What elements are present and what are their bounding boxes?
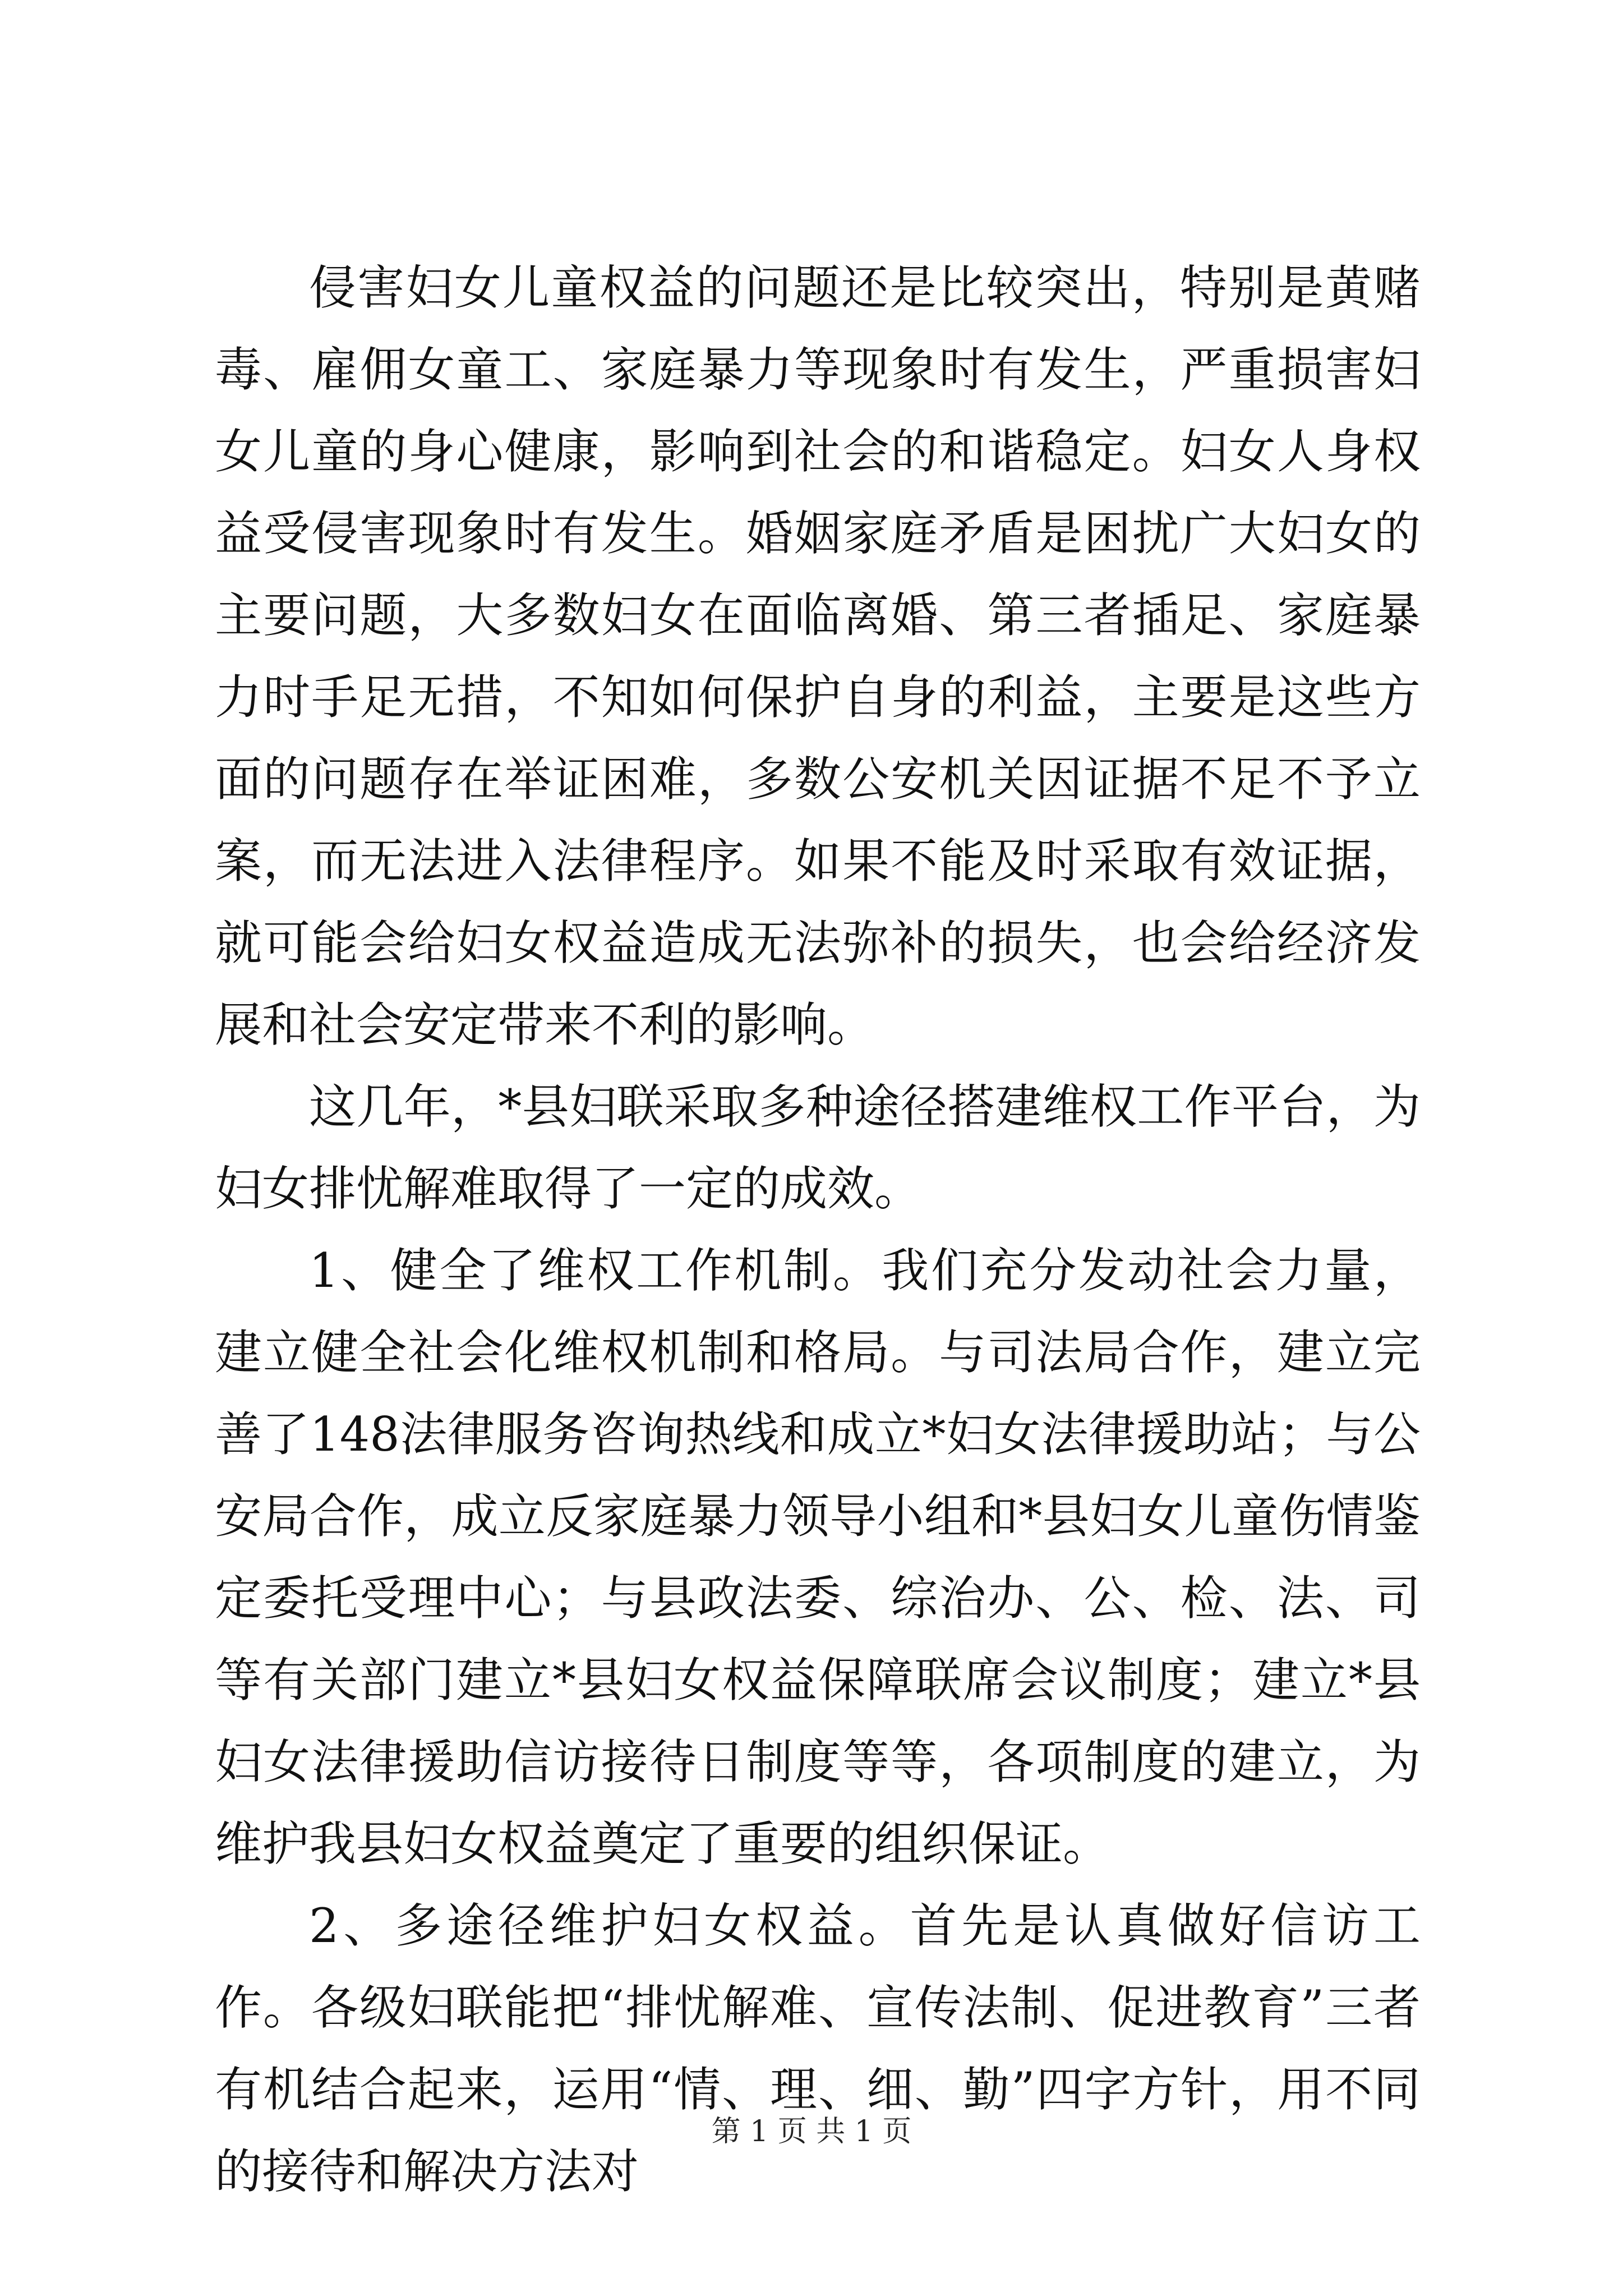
page-footer: 第 1 页 共 1 页 [711,2115,912,2148]
paragraph-mechanism: 1、健全了维权工作机制。我们充分发动社会力量，建立健全社会化维权机制和格局。与司法局合作，建立完善了148法律服务咨询热线和成立*妇女法律援助站；与公安局合作，成立反家庭暴力领导小组和*县妇女儿童伤情鉴定委托受理中心；与县政法委、综治办、公、检、法、司等有关部门建立*县妇女权益保障联席会议制度；建立*县妇女法律援助信访接待日制度等等，各项制度的建立，为维护我县妇女权益奠定了重要的组织保证。 [215,1243,1421,1871]
paragraph-platform-summary: 这几年，*县妇联采取多种途径搭建维权工作平台，为妇女排忧解难取得了一定的成效。 [215,1079,1421,1216]
paragraph-rights-issues: 侵害妇女儿童权益的问题还是比较突出，特别是黄赌毒、雇佣女童工、家庭暴力等现象时有发生，严重损害妇女儿童的身心健康，影响到社会的和谐稳定。妇女人身权益受侵害现象时有发生。婚姻家庭矛盾是困扰广大妇女的主要问题，大多数妇女在面临离婚、第三者插足、家庭暴力时手足无措，不知如何保护自身的利益，主要是这些方面的问题存在举证困难，多数公安机关因证据不足不予立案，而无法进入法律程序。如果不能及时采取有效证据，就可能会给妇女权益造成无法弥补的损失，也会给经济发展和社会安定带来不利的影响。 [215,260,1421,1052]
document-body [215,247,1421,2212]
paragraph-multi-channel: 2、多途径维护妇女权益。首先是认真做好信访工作。各级妇联能把“排忧解难、宣传法制、促进教育”三者有机结合起来，运用“情、理、细、勤”四字方针，用不同的接待和解决方法对 [215,1898,1421,2199]
